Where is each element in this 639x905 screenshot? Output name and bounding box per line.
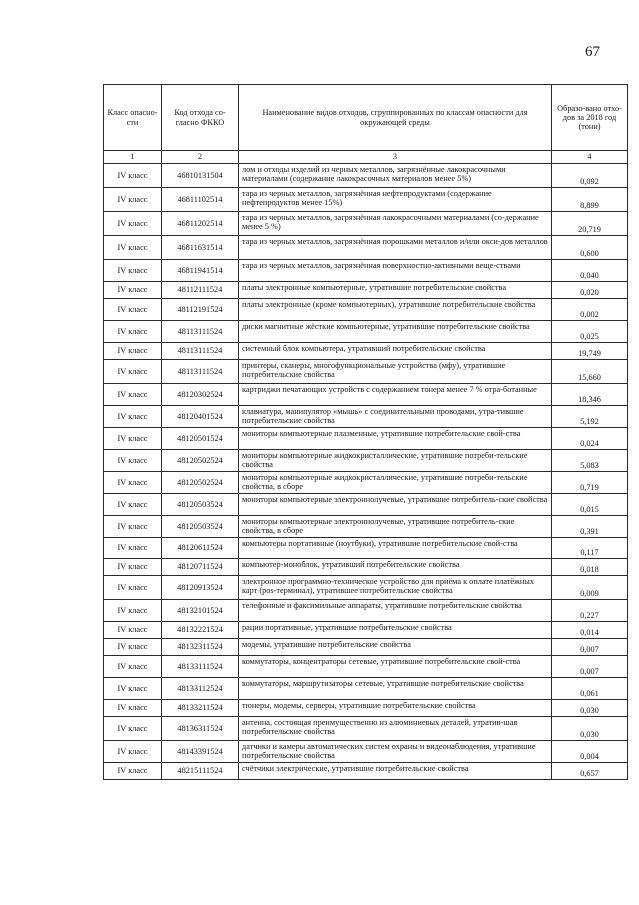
table-row [104, 236, 628, 260]
waste-code-cell: 48113111524 [162, 343, 239, 360]
waste-code-cell: 48132311524 [162, 639, 239, 656]
waste-amount-cell: 0,227 [552, 600, 628, 622]
waste-amount-cell: 0,024 [552, 428, 628, 450]
table-row [104, 282, 628, 299]
waste-amount-cell: 0,117 [552, 538, 628, 559]
waste-code-cell: 48113111524 [162, 321, 239, 343]
waste-code-cell: 48143391524 [162, 741, 239, 763]
waste-amount-cell: 0,002 [552, 299, 628, 321]
hazard-class-cell: IV класс [104, 282, 162, 299]
table-row [104, 450, 628, 472]
waste-code-cell: 48120611524 [162, 538, 239, 559]
waste-name-cell: картриджи печатающих устройств с содержанием тонера менее 7 % отра-ботанные [239, 384, 552, 406]
waste-table [103, 84, 628, 780]
waste-code-cell: 48112111524 [162, 282, 239, 299]
waste-name-cell: компьютер-моноблок, утративший потребительские свойства [239, 559, 552, 576]
table-row [104, 428, 628, 450]
hazard-class-cell: IV класс [104, 538, 162, 559]
hazard-class-cell: IV класс [104, 559, 162, 576]
waste-name-cell: мониторы компьютерные жидкокристаллические, утратившие потреби-тельские свойства [239, 450, 552, 472]
waste-code-cell: 46811941514 [162, 260, 239, 282]
hazard-class-cell: IV класс [104, 516, 162, 538]
waste-amount-cell: 0,657 [552, 763, 628, 780]
table-row [104, 406, 628, 428]
waste-amount-cell: 0,020 [552, 282, 628, 299]
waste-name-cell: компьютеры портативные (ноутбуки), утратившие потребительские свой-ства [239, 538, 552, 559]
hazard-class-cell: IV класс [104, 212, 162, 236]
table-row [104, 559, 628, 576]
waste-code-cell: 48120302524 [162, 384, 239, 406]
waste-name-cell: тара из черных металлов, загрязнённая порошками металлов и/или окси-дов металлов [239, 236, 552, 260]
hazard-class-cell: IV класс [104, 600, 162, 622]
hazard-class-cell: IV класс [104, 656, 162, 678]
waste-name-cell: электронное программно-техническое устройство для приёма к оплате платёжных карт (pos-терминал), утратившее потребительские свойства [239, 576, 552, 600]
hazard-class-cell: IV класс [104, 576, 162, 600]
waste-name-cell: принтеры, сканеры, многофункциональные устройства (мфу), утратившие потребительские свойства [239, 360, 552, 384]
waste-code-cell: 46810131504 [162, 164, 239, 188]
table-row [104, 516, 628, 538]
hazard-class-cell: IV класс [104, 188, 162, 212]
waste-amount-cell: 0,391 [552, 516, 628, 538]
waste-amount-cell: 0,007 [552, 656, 628, 678]
waste-name-cell: тюнеры, модемы, серверы, утратившие потребительские свойства [239, 700, 552, 717]
hazard-class-cell: IV класс [104, 741, 162, 763]
column-number: 3 [239, 151, 552, 164]
waste-amount-cell: 0,014 [552, 622, 628, 639]
waste-code-cell: 48132221524 [162, 622, 239, 639]
waste-code-cell: 48120913524 [162, 576, 239, 600]
hazard-class-cell: IV класс [104, 343, 162, 360]
waste-amount-cell: 0,007 [552, 639, 628, 656]
header-row [104, 85, 628, 151]
table-row [104, 299, 628, 321]
hazard-class-cell: IV класс [104, 164, 162, 188]
header-waste-code: Код отхода со-гласно ФККО [162, 85, 239, 151]
waste-name-cell: рации портативные, утратившие потребительские свойства [239, 622, 552, 639]
table-row [104, 538, 628, 559]
waste-amount-cell: 0,015 [552, 494, 628, 516]
waste-name-cell: коммутаторы, маршрутизаторы сетевые, утратившие потребительские свойства [239, 678, 552, 700]
waste-amount-cell: 0,040 [552, 260, 628, 282]
waste-name-cell: мониторы компьютерные электроннолучевые, утратившие потребитель-ские свойства [239, 494, 552, 516]
waste-amount-cell: 0,018 [552, 559, 628, 576]
table-row [104, 600, 628, 622]
waste-name-cell: модемы, утратившие потребительские свойства [239, 639, 552, 656]
waste-name-cell: мониторы компьютерные электроннолучевые, утратившие потребитель-ские свойства, в сборе [239, 516, 552, 538]
waste-name-cell: лом и отходы изделий из черных металлов, загрязнённые лакокрасочными материалами (содержание лакокрасочных материалов менее 5%) [239, 164, 552, 188]
waste-code-cell: 48136311524 [162, 717, 239, 741]
table-row [104, 576, 628, 600]
waste-amount-cell: 0,009 [552, 576, 628, 600]
waste-code-cell: 46811102514 [162, 188, 239, 212]
table-row [104, 260, 628, 282]
header-hazard-class: Класс опасно-сти [104, 85, 162, 151]
page-number: 67 [585, 44, 600, 60]
hazard-class-cell: IV класс [104, 260, 162, 282]
hazard-class-cell: IV класс [104, 360, 162, 384]
table-row [104, 494, 628, 516]
waste-name-cell: мониторы компьютерные плазменные, утратившие потребительские свой-ства [239, 428, 552, 450]
hazard-class-cell: IV класс [104, 450, 162, 472]
waste-name-cell: тара из черных металлов, загрязнённая лакокрасочными материалами (со-держание менее 5 %) [239, 212, 552, 236]
waste-name-cell: телефонные и факсимильные аппараты, утратившие потребительские свойства [239, 600, 552, 622]
waste-code-cell: 46811631514 [162, 236, 239, 260]
waste-name-cell: тара из черных металлов, загрязнённая поверхностно-активными веще-ствами [239, 260, 552, 282]
waste-code-cell: 48113111524 [162, 360, 239, 384]
waste-name-cell: антенна, состоящая преимущественно из алюминиевых деталей, утратив-шая потребительские свойства [239, 717, 552, 741]
waste-amount-cell: 5,083 [552, 450, 628, 472]
header-waste-amount: Образо-вано отхо-дов за 2018 год (тонн) [552, 85, 628, 151]
table-row [104, 763, 628, 780]
hazard-class-cell: IV класс [104, 428, 162, 450]
table-row [104, 622, 628, 639]
hazard-class-cell: IV класс [104, 763, 162, 780]
waste-code-cell: 48215111524 [162, 763, 239, 780]
waste-amount-cell: 0,030 [552, 700, 628, 717]
table-row [104, 472, 628, 494]
column-number: 2 [162, 151, 239, 164]
table-row [104, 741, 628, 763]
waste-code-cell: 46811202514 [162, 212, 239, 236]
table-row [104, 384, 628, 406]
table-row [104, 700, 628, 717]
table-row [104, 639, 628, 656]
waste-code-cell: 48133112524 [162, 678, 239, 700]
waste-amount-cell: 18,346 [552, 384, 628, 406]
hazard-class-cell: IV класс [104, 622, 162, 639]
waste-code-cell: 48132101524 [162, 600, 239, 622]
hazard-class-cell: IV класс [104, 717, 162, 741]
waste-name-cell: датчики и камеры автоматических систем охраны и видеонаблюдения, утратившие потребительские свойства [239, 741, 552, 763]
waste-amount-cell: 0,030 [552, 717, 628, 741]
waste-name-cell: клавиатура, манипулятор «мышь» с соединительными проводами, утра-тившие потребительские свойства [239, 406, 552, 428]
hazard-class-cell: IV класс [104, 299, 162, 321]
waste-code-cell: 48120502524 [162, 472, 239, 494]
waste-amount-cell: 0,719 [552, 472, 628, 494]
hazard-class-cell: IV класс [104, 494, 162, 516]
table-row [104, 212, 628, 236]
waste-amount-cell: 0,061 [552, 678, 628, 700]
table-row [104, 717, 628, 741]
waste-name-cell: коммутаторы, концентраторы сетевые, утратившие потребительские свой-ства [239, 656, 552, 678]
hazard-class-cell: IV класс [104, 472, 162, 494]
table-row [104, 343, 628, 360]
waste-code-cell: 48120501524 [162, 428, 239, 450]
hazard-class-cell: IV класс [104, 678, 162, 700]
hazard-class-cell: IV класс [104, 236, 162, 260]
waste-code-cell: 48120502524 [162, 450, 239, 472]
column-number: 1 [104, 151, 162, 164]
waste-amount-cell: 8,899 [552, 188, 628, 212]
waste-code-cell: 48120503524 [162, 516, 239, 538]
waste-name-cell: счётчики электрические, утратившие потребительские свойства [239, 763, 552, 780]
waste-code-cell: 48120711524 [162, 559, 239, 576]
waste-name-cell: системный блок компьютера, утративший потребительские свойства [239, 343, 552, 360]
waste-name-cell: диски магнитные жёсткие компьютерные, утратившие потребительские свойства [239, 321, 552, 343]
waste-name-cell: платы электронные (кроме компьютерных), утратившие потребительские свойства [239, 299, 552, 321]
hazard-class-cell: IV класс [104, 384, 162, 406]
table-body [104, 164, 628, 780]
waste-code-cell: 48120503524 [162, 494, 239, 516]
waste-amount-cell: 20,719 [552, 212, 628, 236]
table-row [104, 360, 628, 384]
waste-amount-cell: 0,004 [552, 741, 628, 763]
waste-code-cell: 48133211524 [162, 700, 239, 717]
hazard-class-cell: IV класс [104, 700, 162, 717]
table-row [104, 188, 628, 212]
waste-code-cell: 48120401524 [162, 406, 239, 428]
column-number-row [104, 151, 628, 164]
table-row [104, 164, 628, 188]
hazard-class-cell: IV класс [104, 406, 162, 428]
header-waste-name: Наименование видов отходов, сгруппированных по классам опасности для окружающей среды [239, 85, 552, 151]
waste-name-cell: платы электронные компьютерные, утратившие потребительские свойства [239, 282, 552, 299]
table-row [104, 678, 628, 700]
hazard-class-cell: IV класс [104, 321, 162, 343]
table-row [104, 321, 628, 343]
waste-amount-cell: 19,749 [552, 343, 628, 360]
table-row [104, 656, 628, 678]
waste-amount-cell: 5,192 [552, 406, 628, 428]
waste-name-cell: мониторы компьютерные жидкокристаллические, утратившие потреби-тельские свойства, в сборе [239, 472, 552, 494]
waste-amount-cell: 15,660 [552, 360, 628, 384]
waste-name-cell: тара из черных металлов, загрязнённая нефтепродуктами (содержание нефтепродуктов менее 15%) [239, 188, 552, 212]
waste-amount-cell: 0,600 [552, 236, 628, 260]
waste-code-cell: 48112191524 [162, 299, 239, 321]
waste-amount-cell: 0,092 [552, 164, 628, 188]
waste-code-cell: 48133111524 [162, 656, 239, 678]
waste-amount-cell: 0,025 [552, 321, 628, 343]
column-number: 4 [552, 151, 628, 164]
hazard-class-cell: IV класс [104, 639, 162, 656]
